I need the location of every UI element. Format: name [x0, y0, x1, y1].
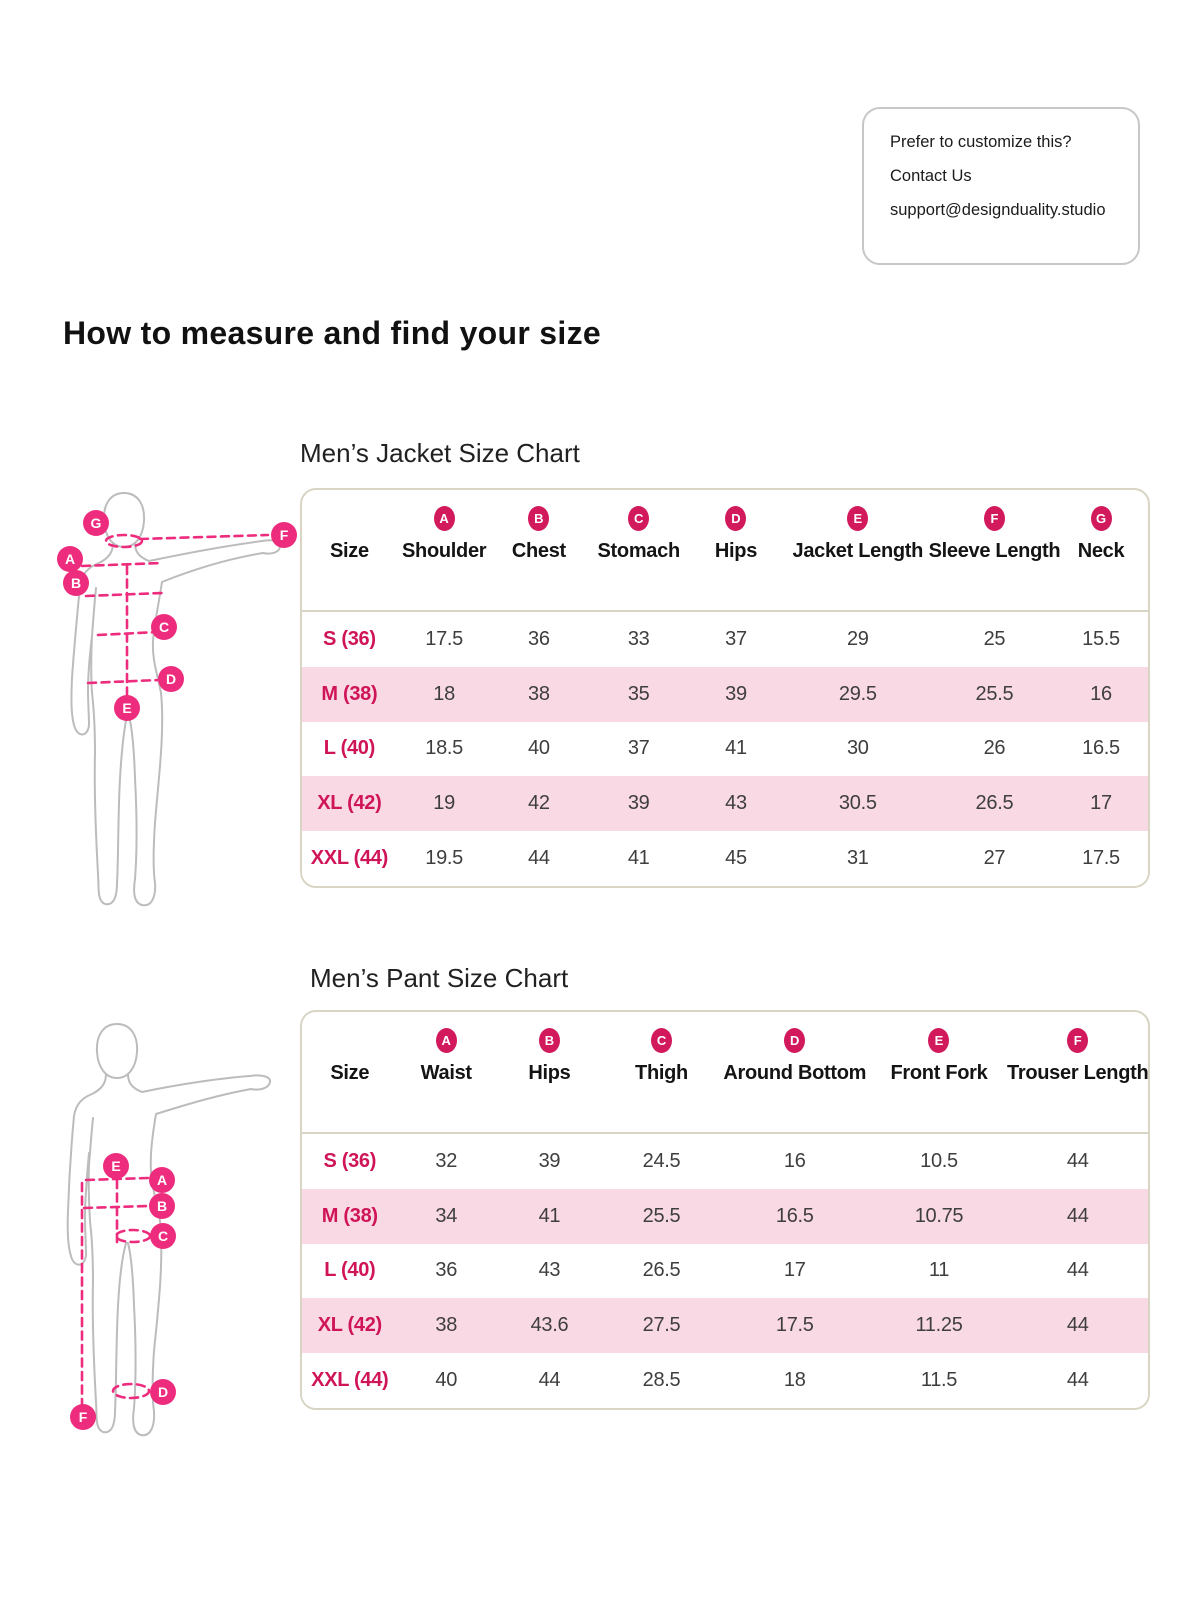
svg-text:A: A: [156, 1172, 168, 1188]
marker-d: [150, 1379, 176, 1405]
column-badge-a-icon: A: [436, 1028, 457, 1053]
value-cell: 41: [725, 737, 747, 760]
pant-size-table: [300, 1010, 1150, 1410]
contact-us-text: Contact Us: [890, 167, 972, 185]
pant-table-body: [302, 1134, 1148, 1408]
header-col-trouser-length: [1008, 1012, 1148, 1132]
column-label: Sleeve Length: [928, 540, 1061, 562]
column-label: Jacket Length: [792, 540, 924, 562]
column-label: Waist: [420, 1062, 472, 1084]
svg-text:D: D: [157, 1384, 169, 1400]
value-cell: 42: [528, 792, 550, 815]
value-cell: 44: [1066, 1314, 1089, 1337]
header-col-hips: [691, 490, 781, 610]
header-col-jacket-length: [781, 490, 935, 610]
value-cell: 26: [983, 737, 1006, 760]
body-head: [97, 1024, 137, 1078]
column-badge-a-icon: A: [434, 506, 455, 531]
contact-card: [862, 107, 1140, 265]
marker-e: [114, 695, 140, 721]
value-cell: 27.5: [642, 1314, 681, 1337]
value-cell: 44: [1066, 1259, 1089, 1282]
marker-f: [70, 1404, 96, 1430]
header-col-waist: [398, 1012, 495, 1132]
table-row-xxl-44: [302, 831, 1148, 886]
value-cell: 33: [627, 627, 650, 650]
value-cell: 25.5: [642, 1204, 681, 1227]
jacket-chart-title: Men’s Jacket Size Chart: [300, 438, 580, 468]
column-label: Neck: [1077, 540, 1125, 562]
value-cell: 35: [627, 682, 650, 705]
size-cell: S (36): [323, 627, 376, 650]
value-cell: 16.5: [1082, 737, 1120, 760]
value-cell: 30: [846, 737, 869, 760]
column-label: Chest: [511, 540, 566, 562]
column-label: Stomach: [597, 540, 680, 562]
value-cell: 18: [433, 682, 455, 705]
jacket-size-table: [300, 488, 1150, 888]
pant-chart-title: Men’s Pant Size Chart: [310, 963, 569, 993]
svg-text:C: C: [157, 1228, 169, 1244]
value-cell: 45: [725, 847, 747, 870]
value-cell: 26.5: [975, 792, 1014, 815]
jacket-table-body: [302, 612, 1148, 886]
hips-measure-line: [88, 680, 159, 683]
value-cell: 41: [627, 847, 650, 870]
size-cell: M (38): [321, 682, 378, 705]
value-cell: 44: [1066, 1369, 1089, 1392]
value-cell: 44: [538, 1369, 561, 1392]
svg-text:F: F: [78, 1409, 88, 1425]
marker-b: [63, 570, 89, 596]
column-badge-f-icon: F: [1067, 1028, 1088, 1053]
value-cell: 29: [846, 627, 869, 650]
value-cell: 28.5: [642, 1369, 681, 1392]
header-col-shoulder: [397, 490, 492, 610]
table-row-l-40: [302, 722, 1148, 777]
value-cell: 32: [435, 1149, 458, 1172]
value-cell: 19: [433, 792, 455, 815]
value-cell: 15.5: [1082, 627, 1120, 650]
value-cell: 16: [1090, 682, 1112, 705]
marker-e: [103, 1153, 129, 1179]
header-col-chest: [492, 490, 587, 610]
jacket-table-header: [302, 490, 1148, 612]
column-badge-e-icon: E: [928, 1028, 949, 1053]
column-label: Hips: [714, 540, 758, 562]
value-cell: 10.75: [914, 1204, 964, 1227]
size-cell: XXL (44): [310, 847, 388, 870]
marker-d: [158, 666, 184, 692]
value-cell: 16: [783, 1149, 806, 1172]
value-cell: 37: [725, 627, 747, 650]
header-col-neck: [1054, 490, 1148, 610]
value-cell: 18: [783, 1369, 806, 1392]
header-col-around-bottom: [719, 1012, 870, 1132]
value-cell: 34: [435, 1204, 458, 1227]
value-cell: 17: [783, 1259, 806, 1282]
value-cell: 17.5: [775, 1314, 814, 1337]
column-badge-f-icon: F: [984, 506, 1005, 531]
value-cell: 39: [538, 1149, 561, 1172]
marker-g: [83, 510, 109, 536]
value-cell: 17.5: [1082, 847, 1120, 870]
header-col-front-fork: [870, 1012, 1007, 1132]
table-row-xl-42: [302, 1298, 1148, 1353]
header-col-sleeve-length: [928, 490, 1061, 610]
size-cell: S (36): [323, 1149, 377, 1172]
column-badge-e-icon: E: [847, 506, 868, 531]
marker-f: [271, 522, 297, 548]
marker-c: [150, 1223, 176, 1249]
table-row-l-40: [302, 1244, 1148, 1299]
marker-a: [149, 1167, 175, 1193]
body-head: [104, 493, 144, 547]
value-cell: 29.5: [838, 682, 877, 705]
value-cell: 36: [435, 1259, 458, 1282]
value-cell: 37: [627, 737, 650, 760]
svg-text:C: C: [158, 619, 170, 635]
table-row-xl-42: [302, 776, 1148, 831]
size-cell: XL (42): [317, 792, 382, 815]
value-cell: 17.5: [425, 627, 463, 650]
header-col-stomach: [586, 490, 691, 610]
column-label: Around Bottom: [723, 1062, 867, 1084]
svg-text:B: B: [156, 1198, 168, 1214]
svg-text:E: E: [122, 700, 132, 716]
svg-text:G: G: [90, 515, 102, 531]
table-row-m-38: [302, 1189, 1148, 1244]
marker-c: [151, 614, 177, 640]
value-cell: 39: [725, 682, 747, 705]
column-label: Size: [329, 540, 369, 562]
value-cell: 31: [846, 847, 869, 870]
support-email: support@designduality.studio: [890, 201, 1106, 219]
value-cell: 27: [983, 847, 1006, 870]
column-badge-b-icon: B: [539, 1028, 560, 1053]
value-cell: 43: [538, 1259, 561, 1282]
value-cell: 10.5: [920, 1149, 958, 1172]
table-row-xxl-44: [302, 1353, 1148, 1408]
value-cell: 40: [528, 737, 550, 760]
size-cell: L (40): [323, 737, 375, 760]
value-cell: 11.25: [915, 1314, 963, 1337]
value-cell: 38: [528, 682, 550, 705]
contact-prompt: Prefer to customize this?: [890, 133, 1072, 151]
value-cell: 41: [538, 1204, 561, 1227]
value-cell: 25: [983, 627, 1006, 650]
pant-measure-figure: [50, 1003, 300, 1463]
size-cell: XXL (44): [311, 1369, 389, 1392]
column-label: Trouser Length: [1007, 1062, 1149, 1084]
size-cell: L (40): [324, 1259, 376, 1282]
value-cell: 36: [528, 627, 550, 650]
value-cell: 38: [435, 1314, 458, 1337]
around-bottom-line: [113, 1384, 149, 1398]
column-badge-c-icon: C: [651, 1028, 672, 1053]
marker-a: [57, 546, 83, 572]
table-row-m-38: [302, 667, 1148, 722]
jacket-measure-figure: [52, 478, 300, 918]
marker-b: [149, 1193, 175, 1219]
value-cell: 26.5: [642, 1259, 681, 1282]
value-cell: 19.5: [425, 847, 463, 870]
value-cell: 43: [725, 792, 747, 815]
size-cell: M (38): [321, 1204, 378, 1227]
header-col-size: [302, 490, 397, 610]
column-label: Shoulder: [401, 540, 487, 562]
column-badge-d-icon: D: [784, 1028, 805, 1053]
column-badge-g-icon: G: [1091, 506, 1112, 531]
svg-text:E: E: [111, 1158, 121, 1174]
column-label: Front Fork: [890, 1062, 988, 1084]
table-row-s-36: [302, 612, 1148, 667]
value-cell: 44: [1066, 1149, 1089, 1172]
value-cell: 25.5: [975, 682, 1014, 705]
column-label: Thigh: [635, 1062, 688, 1084]
sleeve-measure-line: [140, 535, 268, 539]
chest-measure-line: [86, 593, 162, 596]
value-cell: 30.5: [838, 792, 877, 815]
value-cell: 43.6: [530, 1314, 569, 1337]
page-title: How to measure and find your size: [63, 315, 601, 351]
thigh-measure-line: [116, 1230, 150, 1242]
svg-text:D: D: [165, 671, 177, 687]
value-cell: 39: [627, 792, 650, 815]
value-cell: 18.5: [425, 737, 463, 760]
value-cell: 16.5: [775, 1204, 814, 1227]
size-cell: XL (42): [317, 1314, 382, 1337]
column-badge-b-icon: B: [528, 506, 549, 531]
value-cell: 11: [928, 1259, 950, 1282]
table-row-s-36: [302, 1134, 1148, 1189]
value-cell: 44: [1066, 1204, 1089, 1227]
svg-text:F: F: [279, 527, 289, 543]
column-badge-d-icon: D: [725, 506, 746, 531]
value-cell: 40: [435, 1369, 458, 1392]
column-label: Hips: [528, 1062, 571, 1084]
header-col-thigh: [604, 1012, 719, 1132]
svg-text:A: A: [64, 551, 76, 567]
value-cell: 44: [528, 847, 550, 870]
column-label: Size: [330, 1062, 370, 1084]
svg-text:B: B: [70, 575, 82, 591]
value-cell: 24.5: [642, 1149, 681, 1172]
value-cell: 11.5: [920, 1369, 958, 1392]
header-col-hips: [495, 1012, 604, 1132]
pant-table-header: [302, 1012, 1148, 1134]
column-badge-c-icon: C: [628, 506, 649, 531]
header-col-size: [302, 1012, 398, 1132]
value-cell: 17: [1090, 792, 1112, 815]
